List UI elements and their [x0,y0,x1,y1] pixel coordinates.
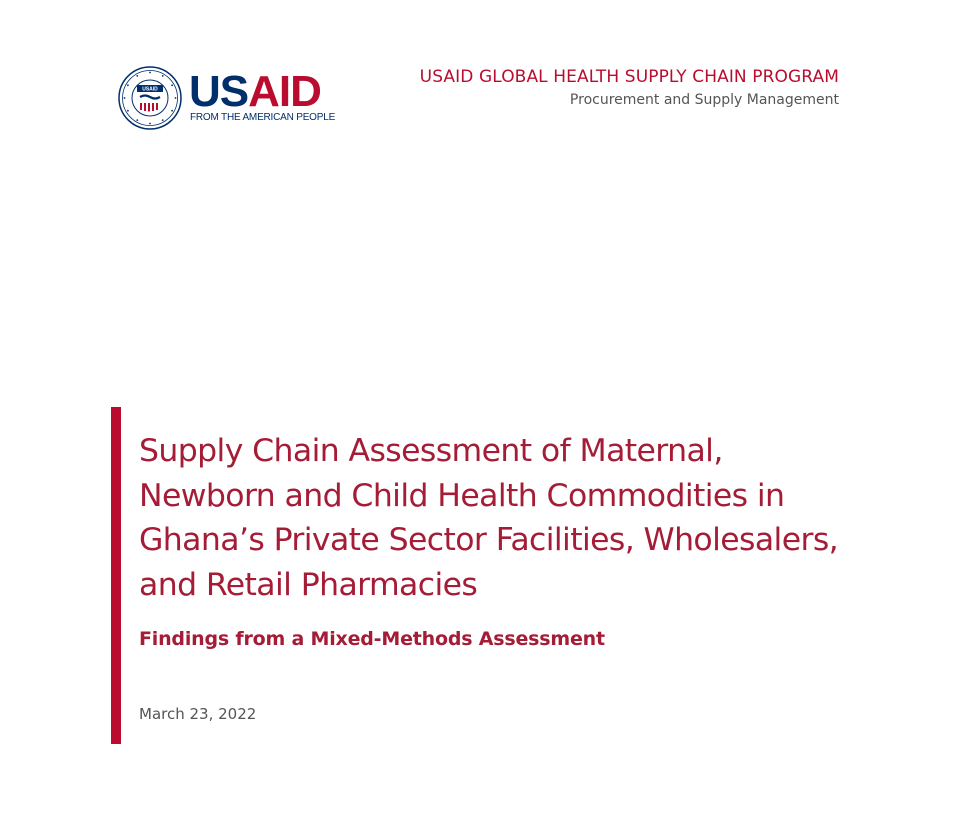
usaid-wordmark [189,67,321,116]
program-header [420,66,839,110]
seal-center-text: USAID [142,86,158,93]
report-title: Supply Chain Assessment of Maternal, Newborn and Child Health Commodities in Ghana’s Private Sector Facilities, Wholesalers, and Retail Pharmacies [139,433,839,603]
title-accent-bar [111,407,121,744]
program-subtitle: Procurement and Supply Management [569,92,839,108]
wordmark-aid: AID [248,67,321,116]
wordmark-us: US [189,67,249,116]
logo-tagline: FROM THE AMERICAN PEOPLE [190,112,336,123]
report-subtitle: Findings from a Mixed-Methods Assessment [139,628,605,650]
usaid-seal-icon [118,66,182,130]
usaid-logo [118,66,336,130]
report-date: March 23, 2022 [139,705,257,723]
program-name: USAID GLOBAL HEALTH SUPPLY CHAIN PROGRAM [419,67,839,87]
